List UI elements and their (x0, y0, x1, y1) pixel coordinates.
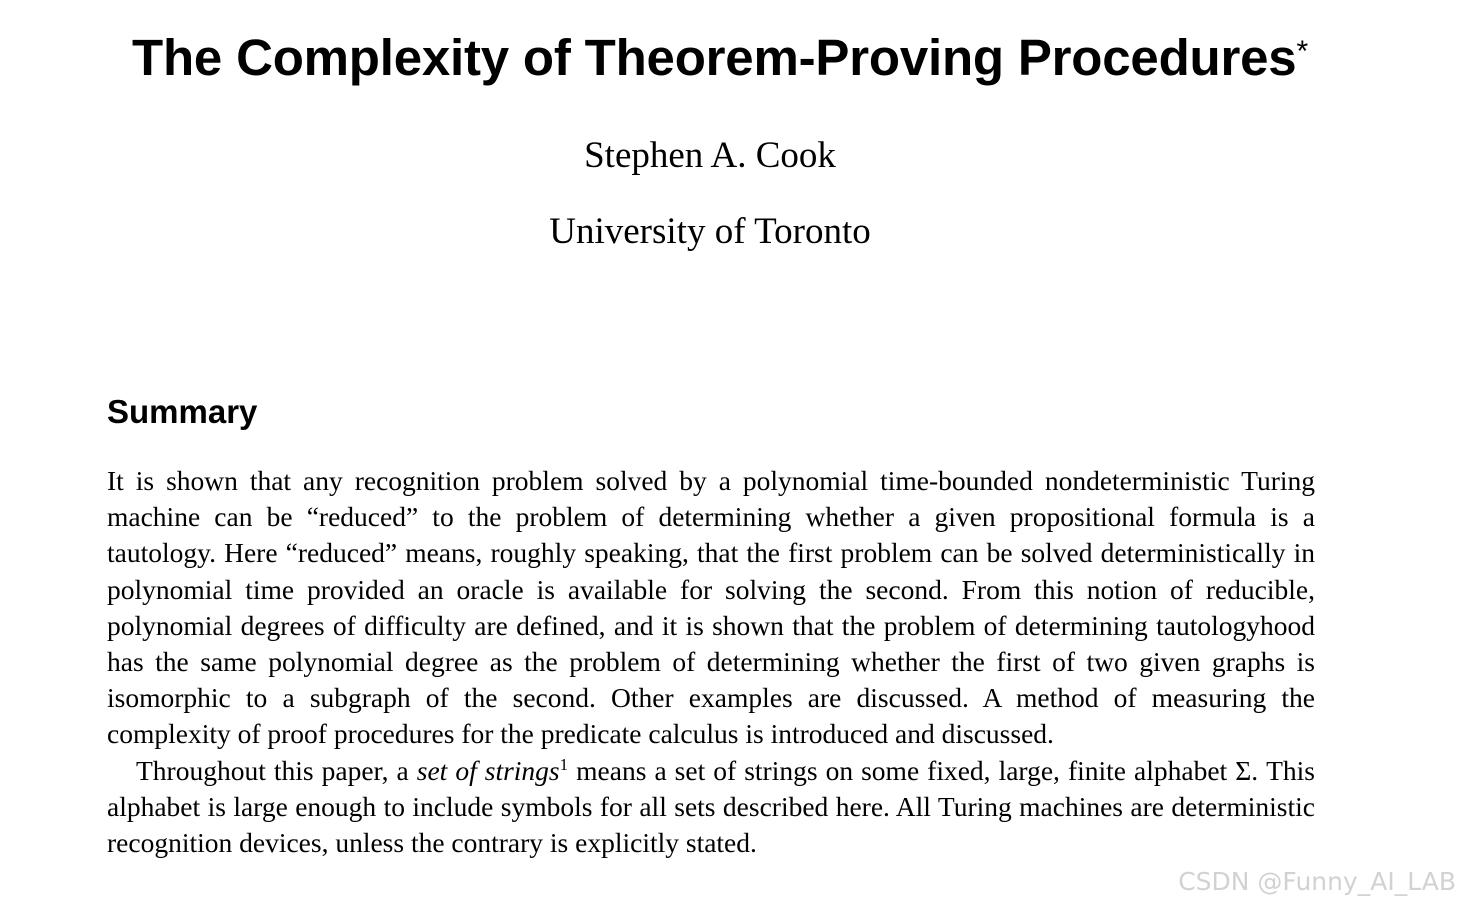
paragraph-2-rest: means a set of strings on some fixed, large, finite alphabet Σ. This alphabet is large enough to include symbols for all sets described here. All Turing machines are deterministic recognition devices, unless the contrary is explicitly stated. (107, 754, 1315, 859)
term-set-of-strings: set of strings (416, 754, 560, 786)
title-footnote-mark: * (1296, 35, 1308, 68)
paragraph-2-lead: Throughout this paper, a (136, 754, 417, 786)
footnote-mark-1: 1 (559, 754, 569, 774)
author-name: Stephen A. Cook (584, 135, 836, 176)
paper-title-text: The Complexity of Theorem-Proving Procedures (132, 29, 1297, 86)
summary-body (107, 463, 1315, 861)
summary-paragraph-1: It is shown that any recognition problem solved by a polynomial time-bounded nondeterministic Turing machine can be “reduced” to the problem of determining whether a given propositional formula is a tautology. Here “reduced” means, roughly speaking, that the first problem can be solved deterministically in polynomial time provided an oracle is available for solving the second. From this notion of reducible, polynomial degrees of difficulty are defined, and it is shown that the problem of determining tautologyhood has the same polynomial degree as the problem of determining whether the first of two given graphs is isomorphic to a subgraph of the second. Other examples are discussed. A method of measuring the complexity of proof procedures for the predicate calculus is introduced and discussed. (107, 465, 1315, 750)
watermark: CSDN @Funny_AI_LAB (1178, 867, 1456, 896)
author-affiliation: University of Toronto (549, 211, 871, 252)
summary-paragraph-2 (107, 753, 1315, 862)
section-heading-summary: Summary (107, 393, 258, 430)
paper-title (0, 28, 1440, 88)
